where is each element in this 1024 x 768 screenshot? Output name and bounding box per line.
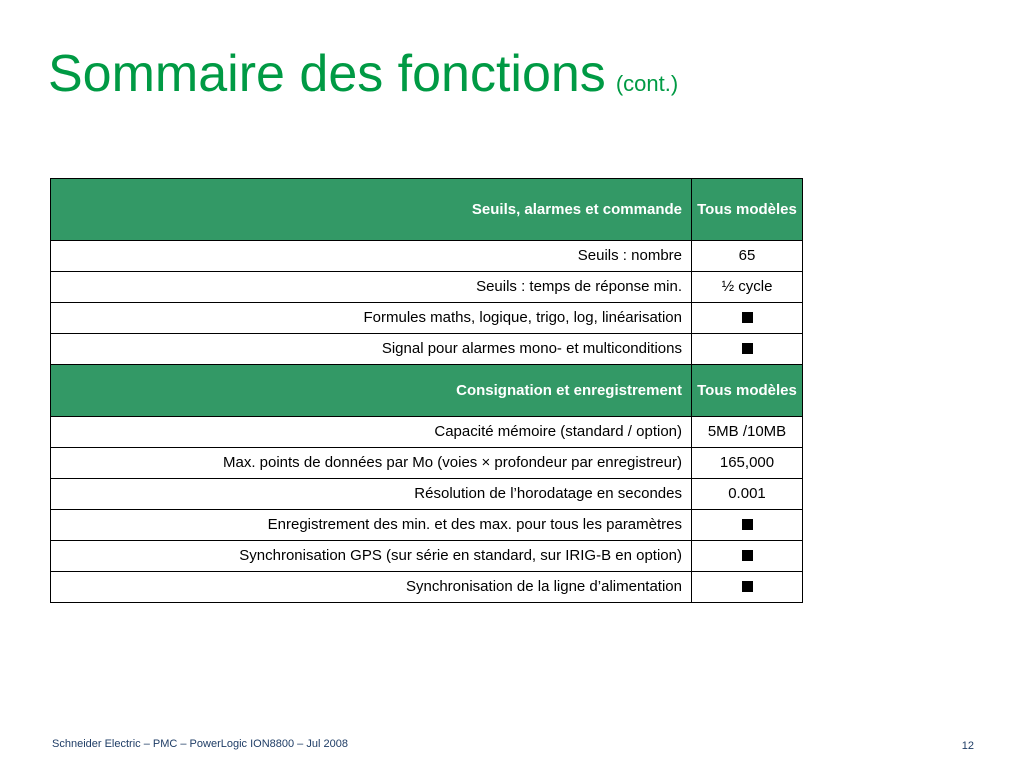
- feature-cell: Synchronisation de la ligne d’alimentation: [51, 572, 692, 603]
- value-cell: 65: [692, 241, 803, 272]
- included-mark-icon: [742, 312, 753, 323]
- value-cell: ½ cycle: [692, 272, 803, 303]
- included-mark-icon: [742, 581, 753, 592]
- table-row: [51, 448, 803, 479]
- section-header-value: Tous modèles: [692, 179, 803, 241]
- feature-cell: Seuils : nombre: [51, 241, 692, 272]
- table-row: [51, 479, 803, 510]
- slide-title-suffix: (cont.): [615, 71, 679, 96]
- table-row: [51, 417, 803, 448]
- value-cell: 165,000: [692, 448, 803, 479]
- feature-cell: Seuils : temps de réponse min.: [51, 272, 692, 303]
- section-header-row: [51, 179, 803, 241]
- value-cell: [692, 303, 803, 334]
- table-row: [51, 510, 803, 541]
- feature-cell: Enregistrement des min. et des max. pour tous les paramètres: [51, 510, 692, 541]
- table-row: [51, 572, 803, 603]
- value-cell: [692, 572, 803, 603]
- footer-text: Schneider Electric – PMC – PowerLogic ION8800 – Jul 2008: [52, 738, 348, 750]
- section-header-feature: Seuils, alarmes et commande: [51, 179, 692, 241]
- table-row: [51, 241, 803, 272]
- slide-title: [48, 44, 678, 114]
- included-mark-icon: [742, 343, 753, 354]
- slide-title-main: Sommaire des fonctions: [48, 45, 606, 103]
- feature-cell: Synchronisation GPS (sur série en standard, sur IRIG-B en option): [51, 541, 692, 572]
- feature-cell: Max. points de données par Mo (voies × profondeur par enregistreur): [51, 448, 692, 479]
- table-row: [51, 272, 803, 303]
- feature-summary-table: [50, 178, 803, 603]
- value-cell: [692, 510, 803, 541]
- included-mark-icon: [742, 519, 753, 530]
- included-mark-icon: [742, 550, 753, 561]
- value-cell: 0.001: [692, 479, 803, 510]
- section-header-feature: Consignation et enregistrement: [51, 365, 692, 417]
- table-row: [51, 541, 803, 572]
- table-row: [51, 303, 803, 334]
- value-cell: 5MB /10MB: [692, 417, 803, 448]
- section-header-value: Tous modèles: [692, 365, 803, 417]
- feature-cell: Formules maths, logique, trigo, log, linéarisation: [51, 303, 692, 334]
- feature-cell: Résolution de l’horodatage en secondes: [51, 479, 692, 510]
- feature-cell: Signal pour alarmes mono- et multiconditions: [51, 334, 692, 365]
- feature-cell: Capacité mémoire (standard / option): [51, 417, 692, 448]
- value-cell: [692, 334, 803, 365]
- section-header-row: [51, 365, 803, 417]
- page-number: 12: [961, 740, 974, 752]
- table-row: [51, 334, 803, 365]
- value-cell: [692, 541, 803, 572]
